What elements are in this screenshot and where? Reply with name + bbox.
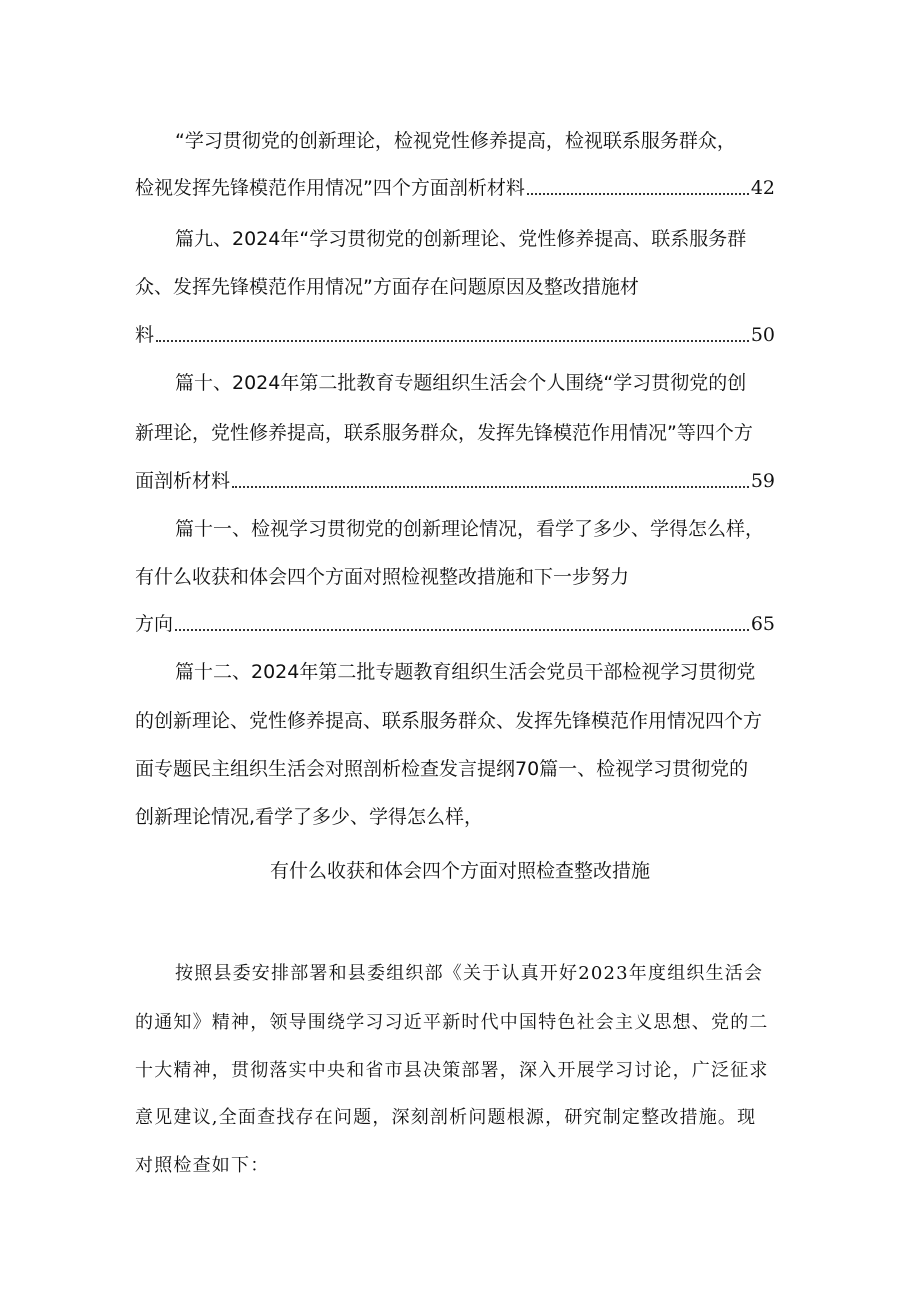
body-paragraph-line-4: 意见建议,全面查找存在问题，深刻剖析问题根源，研究制定整改措施。现 — [135, 1107, 757, 1128]
section-title: 有什么收获和体会四个方面对照检查整改措施 — [269, 860, 650, 882]
toc-leader-dots — [232, 485, 749, 488]
toc-entry-12-line-3: 面专题民主组织生活会对照剖析检查发言提纲70篇一、检视学习贯彻党的 — [135, 758, 749, 780]
toc-entry-10-line-3: 面剖析材料 — [135, 470, 231, 492]
toc-leader-dots — [156, 339, 749, 342]
toc-entry-11-line-2: 有什么收获和体会四个方面对照检视整改措施和下一步努力 — [135, 566, 630, 588]
toc-entry-11[interactable] — [135, 611, 775, 637]
toc-entry-12-line-1: 篇十二、2024年第二批专题教育组织生活会党员干部检视学习贯彻党 — [175, 661, 756, 683]
toc-page-number: 50 — [750, 324, 775, 346]
toc-entry-8[interactable] — [135, 175, 775, 201]
toc-page-number: 42 — [750, 177, 775, 199]
toc-page-number: 59 — [750, 470, 775, 492]
body-paragraph-line-3: 十大精神，贯彻落实中央和省市县决策部署，深入开展学习讨论，广泛征求 — [135, 1060, 769, 1081]
toc-entry-8-line-2: 检视发挥先锋模范作用情况”四个方面剖析材料 — [135, 177, 525, 199]
toc-entry-9-line-1: 篇九、2024年“学习贯彻党的创新理论、党性修养提高、联系服务群 — [175, 228, 747, 250]
toc-entry-10-line-2: 新理论，党性修养提高，联系服务群众，发挥先锋模范作用情况”等四个方 — [135, 422, 753, 444]
toc-entry-10[interactable] — [135, 468, 775, 494]
toc-entry-12-line-4: 创新理论情况,看学了多少、学得怎么样， — [135, 806, 484, 828]
toc-entry-11-line-1: 篇十一、检视学习贯彻党的创新理论情况，看学了多少、学得怎么样， — [175, 518, 765, 540]
body-paragraph-line-5: 对照检查如下： — [135, 1155, 270, 1176]
toc-entry-12-line-2: 的创新理论、党性修养提高、联系服务群众、发挥先锋模范作用情况四个方 — [135, 710, 763, 732]
toc-leader-dots — [175, 628, 749, 631]
toc-entry-9-line-3: 料 — [135, 324, 155, 346]
toc-leader-dots — [527, 192, 749, 195]
toc-entry-11-line-3: 方向 — [135, 613, 174, 635]
toc-entry-10-line-1: 篇十、2024年第二批教育专题组织生活会个人围绕“学习贯彻党的创 — [175, 372, 747, 394]
body-paragraph-line-1: 按照县委安排部署和县委组织部《关于认真开好2023年度组织生活会 — [175, 963, 764, 984]
body-paragraph-line-2: 的通知》精神，领导围绕学习习近平新时代中国特色社会主义思想、党的二 — [135, 1012, 769, 1033]
toc-entry-8-line-1: “学习贯彻党的创新理论，检视党性修养提高，检视联系服务群众， — [175, 130, 736, 152]
toc-entry-9[interactable] — [135, 322, 775, 348]
toc-entry-9-line-2: 众、发挥先锋模范作用情况”方面存在问题原因及整改措施材 — [135, 276, 639, 298]
toc-page-number: 65 — [750, 613, 775, 635]
